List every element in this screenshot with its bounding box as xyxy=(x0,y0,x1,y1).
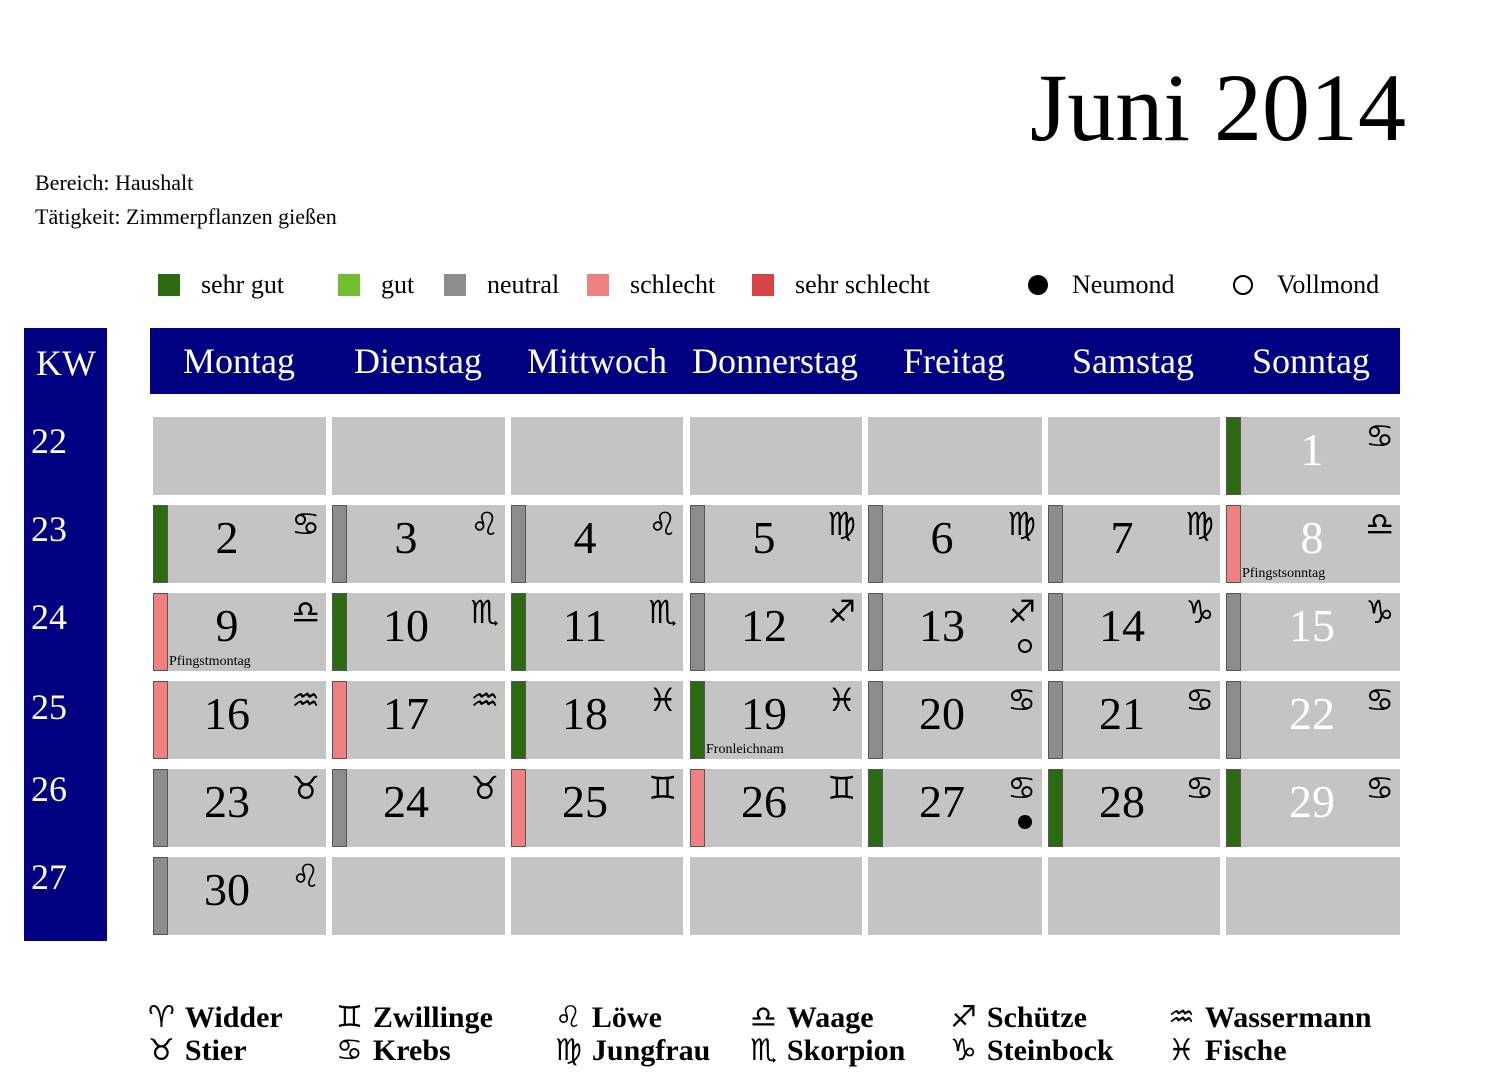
day-number: 21 xyxy=(1099,688,1145,739)
weekday-thursday: Donnerstag xyxy=(692,341,858,381)
zodiac-legend-item xyxy=(950,1000,1087,1035)
zodiac-name: Zwillinge xyxy=(372,1001,493,1034)
day-cell[interactable] xyxy=(332,505,505,583)
day-cell[interactable] xyxy=(868,505,1042,583)
day-cell[interactable] xyxy=(511,681,683,759)
zodiac-sign-icon: ♌ xyxy=(291,857,320,895)
day-number: 10 xyxy=(383,600,429,651)
day-number: 27 xyxy=(919,776,965,827)
day-number: 9 xyxy=(215,600,239,651)
zodiac-sign-icon: ♋ xyxy=(291,505,320,543)
rating-bar xyxy=(690,593,705,671)
day-cell[interactable] xyxy=(868,681,1042,759)
zodiac-glyph-icon: ♎ xyxy=(750,1000,777,1035)
area-label: Bereich: Haushalt xyxy=(35,170,194,195)
day-cell[interactable] xyxy=(690,593,862,671)
week-number: 27 xyxy=(31,857,67,897)
rating-bar xyxy=(1226,505,1241,583)
day-number: 11 xyxy=(562,600,608,651)
zodiac-name: Waage xyxy=(786,1001,874,1034)
zodiac-sign-icon: ♍ xyxy=(1185,505,1214,543)
zodiac-legend-item xyxy=(950,1033,1114,1068)
zodiac-legend-item xyxy=(555,1000,662,1035)
zodiac-sign-icon: ♒ xyxy=(291,681,320,719)
zodiac-legend-item xyxy=(1168,1033,1287,1068)
zodiac-sign-icon: ♓ xyxy=(648,681,677,719)
zodiac-glyph-icon: ♉ xyxy=(148,1033,175,1068)
day-cell[interactable] xyxy=(332,593,505,671)
zodiac-sign-icon: ♌ xyxy=(648,505,677,543)
rating-bar xyxy=(1048,769,1063,847)
legend-label: schlecht xyxy=(630,270,716,299)
weekday-wednesday: Mittwoch xyxy=(527,341,667,381)
empty-day-cell xyxy=(153,417,326,495)
zodiac-glyph-icon: ♓ xyxy=(1168,1033,1195,1068)
zodiac-name: Skorpion xyxy=(786,1034,906,1067)
day-cell[interactable] xyxy=(1048,769,1220,847)
holiday-label: Pfingstsonntag xyxy=(1242,566,1326,581)
rating-bar xyxy=(868,769,883,847)
zodiac-sign-icon: ♐ xyxy=(1007,593,1036,631)
zodiac-glyph-icon: ♊ xyxy=(336,1000,363,1035)
rating-bar xyxy=(1048,681,1063,759)
rating-bar xyxy=(153,681,168,759)
day-number: 18 xyxy=(562,688,608,739)
weekday-monday: Montag xyxy=(183,341,295,381)
zodiac-glyph-icon: ♈ xyxy=(148,1000,175,1035)
zodiac-sign-icon: ♋ xyxy=(1365,417,1394,455)
zodiac-sign-icon: ♒ xyxy=(470,681,499,719)
empty-day-cell xyxy=(690,417,862,495)
day-cell[interactable] xyxy=(1048,681,1220,759)
empty-day-cell xyxy=(1048,857,1220,935)
day-cell[interactable] xyxy=(511,593,683,671)
zodiac-sign-icon: ♍ xyxy=(827,505,856,543)
day-cell[interactable] xyxy=(1226,593,1400,671)
day-number: 23 xyxy=(204,776,250,827)
zodiac-glyph-icon: ♍ xyxy=(555,1033,582,1068)
zodiac-sign-icon: ♉ xyxy=(470,769,499,807)
week-number: 24 xyxy=(31,597,67,637)
rating-bar xyxy=(1048,505,1063,583)
rating-bar xyxy=(868,593,883,671)
day-number: 29 xyxy=(1289,776,1335,827)
rating-bar xyxy=(868,681,883,759)
legend-label: neutral xyxy=(487,270,560,299)
rating-bar xyxy=(1048,593,1063,671)
day-cell[interactable] xyxy=(1226,417,1400,495)
week-number: 26 xyxy=(31,769,67,809)
rating-bar xyxy=(690,769,705,847)
rating-bar xyxy=(153,505,168,583)
zodiac-glyph-icon: ♋ xyxy=(336,1033,363,1068)
zodiac-legend-item xyxy=(336,1033,451,1068)
day-number: 2 xyxy=(215,512,239,563)
zodiac-sign-icon: ♋ xyxy=(1007,681,1036,719)
zodiac-name: Widder xyxy=(184,1001,283,1034)
day-cell[interactable] xyxy=(868,593,1042,671)
day-number: 5 xyxy=(752,512,776,563)
zodiac-sign-icon: ♓ xyxy=(827,681,856,719)
zodiac-sign-icon: ♋ xyxy=(1007,769,1036,807)
day-number: 14 xyxy=(1099,600,1145,651)
zodiac-sign-icon: ♋ xyxy=(1185,681,1214,719)
rating-bar xyxy=(332,593,347,671)
day-number: 26 xyxy=(741,776,787,827)
day-number: 19 xyxy=(741,688,787,739)
day-cell[interactable] xyxy=(511,505,683,583)
rating-bar xyxy=(511,769,526,847)
rating-bar xyxy=(332,769,347,847)
zodiac-sign-icon: ♏ xyxy=(648,593,677,631)
weekday-tuesday: Dienstag xyxy=(354,341,482,381)
empty-day-cell xyxy=(332,417,505,495)
empty-day-cell xyxy=(332,857,505,935)
legend-label: gut xyxy=(381,270,415,299)
holiday-label: Fronleichnam xyxy=(706,742,784,757)
rating-bar xyxy=(511,505,526,583)
zodiac-legend-item xyxy=(555,1033,710,1068)
zodiac-sign-icon: ♎ xyxy=(291,593,320,631)
day-cell[interactable] xyxy=(153,769,326,847)
zodiac-name: Jungfrau xyxy=(591,1034,711,1067)
zodiac-legend-item xyxy=(1168,1000,1372,1035)
zodiac-sign-icon: ♊ xyxy=(648,769,677,807)
day-number: 17 xyxy=(383,688,429,739)
zodiac-sign-icon: ♋ xyxy=(1185,769,1214,807)
day-cell[interactable] xyxy=(153,505,326,583)
full-moon-icon xyxy=(1018,639,1032,653)
day-number: 22 xyxy=(1289,688,1335,739)
day-number: 13 xyxy=(919,600,965,651)
kw-header: KW xyxy=(36,343,96,383)
day-number: 30 xyxy=(204,864,250,915)
zodiac-name: Stier xyxy=(184,1034,247,1067)
week-number: 25 xyxy=(31,687,67,727)
day-cell[interactable] xyxy=(690,681,862,759)
day-number: 4 xyxy=(573,512,597,563)
day-cell[interactable] xyxy=(153,593,326,671)
rating-bar xyxy=(332,681,347,759)
day-cell[interactable] xyxy=(511,769,683,847)
zodiac-glyph-icon: ♏ xyxy=(750,1033,777,1068)
legend-label: Vollmond xyxy=(1277,270,1380,299)
day-cell[interactable] xyxy=(332,681,505,759)
rating-bar xyxy=(1226,417,1241,495)
weekday-sunday: Sonntag xyxy=(1251,341,1370,381)
day-cell[interactable] xyxy=(153,681,326,759)
zodiac-name: Krebs xyxy=(372,1034,451,1067)
empty-day-cell xyxy=(690,857,862,935)
zodiac-name: Wassermann xyxy=(1204,1001,1372,1034)
day-cell[interactable] xyxy=(1226,505,1400,583)
rating-bar xyxy=(1226,593,1241,671)
day-cell[interactable] xyxy=(1226,769,1400,847)
weekday-friday: Freitag xyxy=(903,341,1005,381)
day-cell[interactable] xyxy=(1226,681,1400,759)
zodiac-sign-icon: ♉ xyxy=(291,769,320,807)
legend-label: Neumond xyxy=(1072,270,1175,299)
calendar-title: Juni 2014 xyxy=(1030,54,1407,161)
zodiac-legend-item xyxy=(148,1000,283,1035)
zodiac-name: Steinbock xyxy=(986,1034,1114,1067)
zodiac-sign-icon: ♑ xyxy=(1185,593,1214,631)
rating-bar xyxy=(511,681,526,759)
day-cell[interactable] xyxy=(1048,593,1220,671)
zodiac-glyph-icon: ♑ xyxy=(950,1033,977,1068)
empty-day-cell xyxy=(511,417,683,495)
zodiac-sign-icon: ♐ xyxy=(827,593,856,631)
day-number: 16 xyxy=(204,688,250,739)
day-number: 7 xyxy=(1110,512,1134,563)
rating-bar xyxy=(332,505,347,583)
zodiac-glyph-icon: ♌ xyxy=(555,1000,582,1035)
new-moon-icon xyxy=(1018,815,1032,829)
zodiac-sign-icon: ♑ xyxy=(1365,593,1394,631)
day-number: 15 xyxy=(1289,600,1335,651)
rating-bar xyxy=(868,505,883,583)
zodiac-glyph-icon: ♐ xyxy=(950,1000,977,1035)
day-cell[interactable] xyxy=(690,505,862,583)
rating-bar xyxy=(1226,769,1241,847)
day-number: 24 xyxy=(383,776,429,827)
rating-bar xyxy=(690,505,705,583)
day-number: 28 xyxy=(1099,776,1145,827)
day-cell[interactable] xyxy=(690,769,862,847)
rating-bar xyxy=(1226,681,1241,759)
rating-bar xyxy=(153,769,168,847)
zodiac-sign-icon: ♏ xyxy=(470,593,499,631)
zodiac-legend-item xyxy=(148,1033,247,1068)
day-cell[interactable] xyxy=(153,857,326,935)
activity-label: Tätigkeit: Zimmerpflanzen gießen xyxy=(35,204,337,229)
zodiac-name: Fische xyxy=(1204,1034,1287,1067)
zodiac-glyph-icon: ♒ xyxy=(1168,1000,1195,1035)
day-number: 25 xyxy=(562,776,608,827)
day-number: 8 xyxy=(1300,512,1324,563)
week-number: 23 xyxy=(31,509,67,549)
empty-day-cell xyxy=(868,857,1042,935)
zodiac-name: Löwe xyxy=(591,1001,662,1034)
empty-day-cell xyxy=(868,417,1042,495)
legend-label: sehr schlecht xyxy=(795,270,931,299)
day-cell[interactable] xyxy=(1048,505,1220,583)
rating-bar xyxy=(511,593,526,671)
legend-label: sehr gut xyxy=(201,270,285,299)
zodiac-sign-icon: ♊ xyxy=(827,769,856,807)
week-number: 22 xyxy=(31,421,67,461)
empty-day-cell xyxy=(511,857,683,935)
zodiac-sign-icon: ♎ xyxy=(1365,505,1394,543)
empty-day-cell xyxy=(1048,417,1220,495)
zodiac-sign-icon: ♋ xyxy=(1365,769,1394,807)
zodiac-legend-item xyxy=(750,1033,905,1068)
zodiac-sign-icon: ♌ xyxy=(470,505,499,543)
zodiac-sign-icon: ♋ xyxy=(1365,681,1394,719)
day-number: 3 xyxy=(394,512,418,563)
day-number: 12 xyxy=(741,600,787,651)
weekday-saturday: Samstag xyxy=(1072,341,1194,381)
day-number: 1 xyxy=(1300,424,1324,475)
day-cell[interactable] xyxy=(868,769,1042,847)
zodiac-legend xyxy=(0,1000,1497,1080)
day-number: 6 xyxy=(930,512,954,563)
zodiac-name: Schütze xyxy=(986,1001,1087,1034)
zodiac-legend-item xyxy=(336,1000,493,1035)
day-number: 20 xyxy=(919,688,965,739)
day-cell[interactable] xyxy=(332,769,505,847)
rating-bar xyxy=(153,857,168,935)
rating-bar xyxy=(690,681,705,759)
zodiac-legend-item xyxy=(750,1000,874,1035)
holiday-label: Pfingstmontag xyxy=(169,654,251,669)
empty-day-cell xyxy=(1226,857,1400,935)
zodiac-sign-icon: ♍ xyxy=(1007,505,1036,543)
rating-bar xyxy=(153,593,168,671)
